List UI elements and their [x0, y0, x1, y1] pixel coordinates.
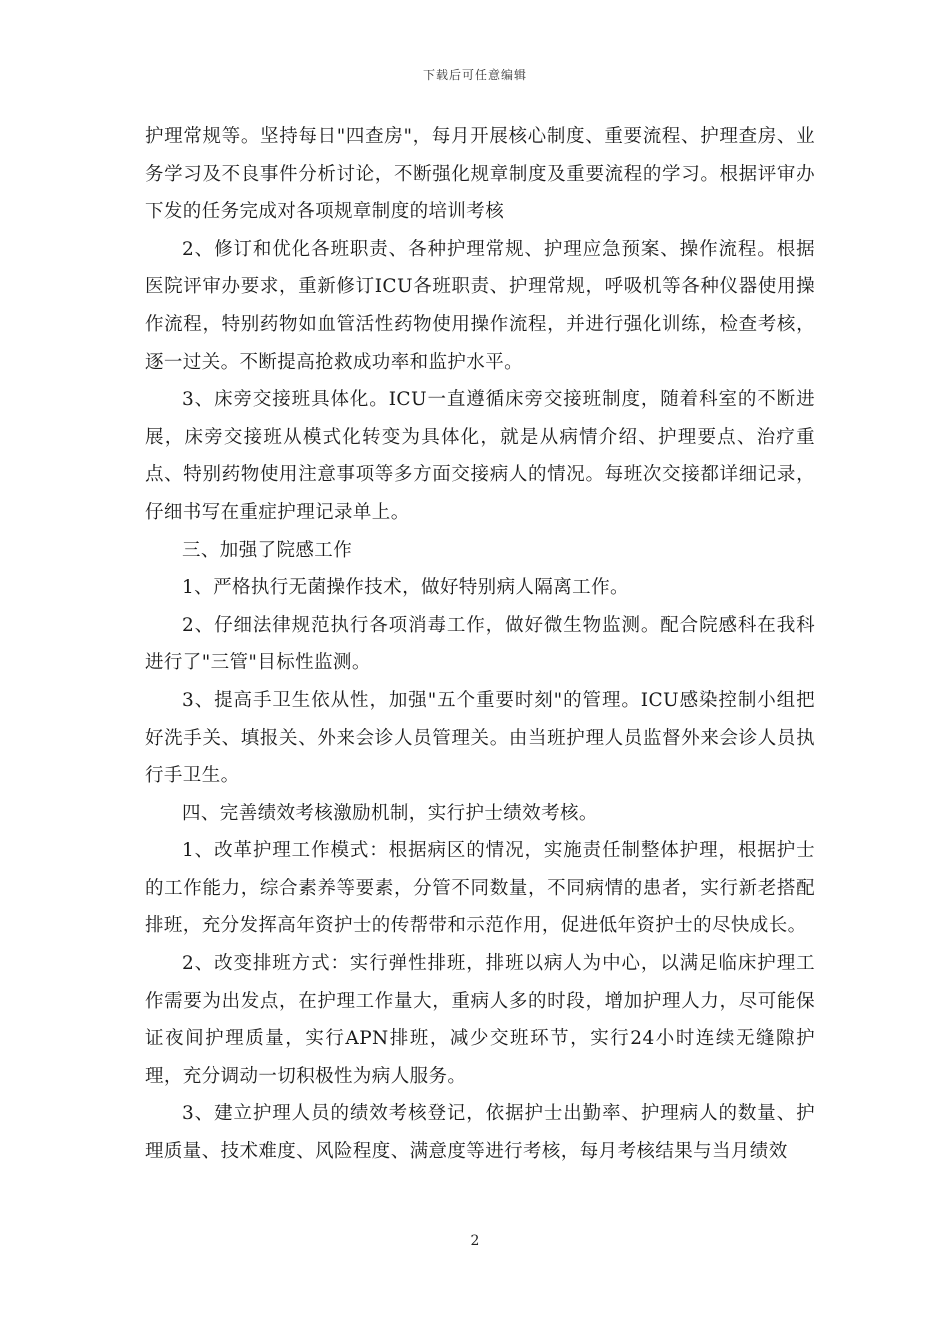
- page-number: 2: [470, 1233, 480, 1249]
- paragraph-10: 2、改变排班方式：实行弹性排班，排班以病人为中心，以满足临床护理工作需要为出发点，在护理工作量大，重病人多的时段，增加护理人力，尽可能保证夜间护理质量，实行APN排班，减少交班环节，实行24小时连续无缝隙护理，充分调动一切积极性为病人服务。: [145, 953, 815, 1087]
- paragraph-9: 1、改革护理工作模式：根据病区的情况，实施责任制整体护理，根据护士的工作能力，综合素养等要素，分管不同数量，不同病情的患者，实行新老搭配排班，充分发挥高年资护士的传帮带和示范作用，促进低年资护士的尽快成长。: [145, 840, 815, 937]
- section-heading-3: 三、加强了院感工作: [182, 539, 353, 561]
- page-header: 下载后可任意编辑: [422, 68, 527, 82]
- paragraph-3: 3、床旁交接班具体化。ICU一直遵循床旁交接班制度，随着科室的不断进展，床旁交接班从模式化转变为具体化，就是从病情介绍、护理要点、治疗重点、特别药物使用注意事项等多方面交接病人的情况。每班次交接都详细记录，仔细书写在重症护理记录单上。: [145, 389, 815, 523]
- document-body: [145, 118, 815, 1171]
- paragraph-5: 1、严格执行无菌操作技术，做好特别病人隔离工作。: [182, 577, 629, 599]
- section-heading-4: 四、完善绩效考核激励机制，实行护士绩效考核。: [182, 802, 598, 824]
- paragraph-11: 3、建立护理人员的绩效考核登记，依据护士出勤率、护理病人的数量、护理质量、技术难度、风险程度、满意度等进行考核，每月考核结果与当月绩效: [145, 1103, 815, 1163]
- paragraph-2: 2、修订和优化各班职责、各种护理常规、护理应急预案、操作流程。根据医院评审办要求，重新修订ICU各班职责、护理常规，呼吸机等各种仪器使用操作流程，特别药物如血管活性药物使用操作流程，并进行强化训练，检查考核，逐一过关。不断提高抢救成功率和监护水平。: [145, 238, 815, 373]
- paragraph-6: 2、仔细法律规范执行各项消毒工作，做好微生物监测。配合院感科在我科进行了"三管"目标性监测。: [145, 614, 815, 674]
- paragraph-1: 护理常规等。坚持每日"四查房"，每月开展核心制度、重要流程、护理查房、业务学习及不良事件分析讨论，不断强化规章制度及重要流程的学习。根据评审办下发的任务完成对各项规章制度的培训考核: [145, 126, 815, 223]
- paragraph-7: 3、提高手卫生依从性，加强"五个重要时刻"的管理。ICU感染控制小组把好洗手关、填报关、外来会诊人员管理关。由当班护理人员监督外来会诊人员执行手卫生。: [145, 689, 815, 787]
